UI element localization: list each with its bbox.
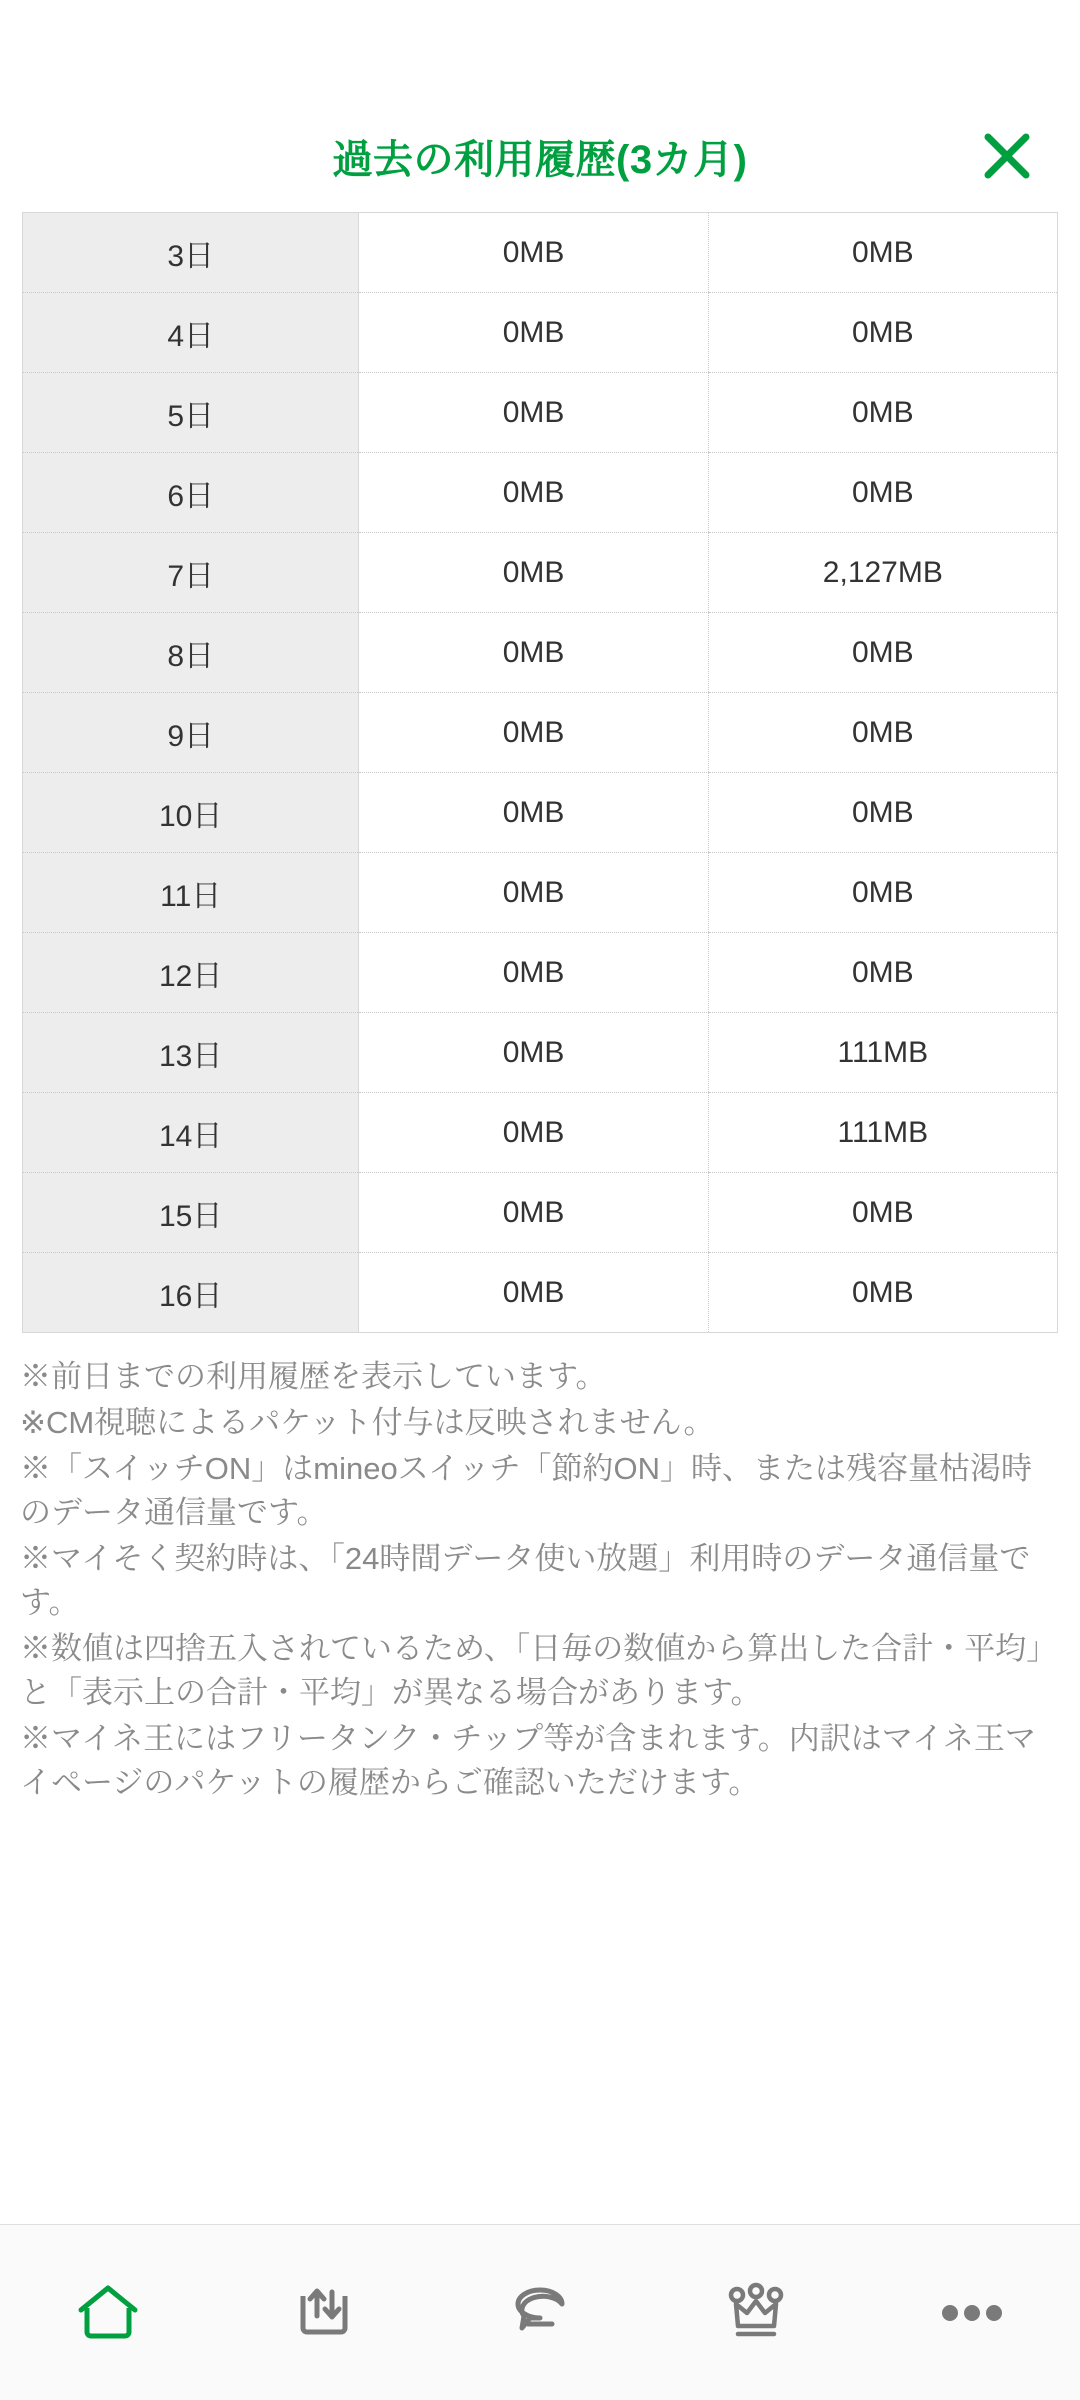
- note-text: ※マイそく契約時は、「24時間データ使い放題」利用時のデータ通信量です。: [20, 1541, 1031, 1621]
- usage-history-table: [22, 212, 1058, 1333]
- cell-day: 11日: [23, 853, 359, 933]
- notes-section: [0, 1333, 1080, 1805]
- table-row: [23, 773, 1058, 853]
- cell-switch-on: 0MB: [359, 1253, 708, 1333]
- cell-switch-on: 0MB: [359, 373, 708, 453]
- nav-item-data-transfer[interactable]: [216, 2225, 432, 2400]
- cell-switch-off: 0MB: [708, 293, 1057, 373]
- more-icon: [939, 2301, 1005, 2325]
- cell-switch-on: 0MB: [359, 773, 708, 853]
- bottom-navigation: [0, 2224, 1080, 2400]
- cell-day: 8日: [23, 613, 359, 693]
- cell-day: 10日: [23, 773, 359, 853]
- cell-switch-off: 0MB: [708, 213, 1057, 293]
- cell-day: 5日: [23, 373, 359, 453]
- status-bar: [0, 0, 1080, 100]
- data-transfer-icon: [293, 2282, 355, 2344]
- cell-day: 15日: [23, 1173, 359, 1253]
- table-row: [23, 533, 1058, 613]
- cell-switch-on: 0MB: [359, 533, 708, 613]
- page-title: 過去の利用履歴(3カ月): [332, 137, 748, 182]
- home-icon: [75, 2282, 141, 2344]
- note-text: ※「スイッチON」はmineoスイッチ「節約ON」時、または残容量枯渇時のデータ通信量です。: [20, 1451, 1032, 1531]
- cell-day: 12日: [23, 933, 359, 1013]
- cell-day: 6日: [23, 453, 359, 533]
- cell-day: 9日: [23, 693, 359, 773]
- table-row: [23, 373, 1058, 453]
- history-scroll-area[interactable]: [0, 212, 1080, 2225]
- chat-icon: [508, 2284, 572, 2342]
- cell-switch-off: 0MB: [708, 933, 1057, 1013]
- cell-day: 7日: [23, 533, 359, 613]
- cell-switch-off: 111MB: [708, 1093, 1057, 1173]
- cell-switch-off: 0MB: [708, 1173, 1057, 1253]
- crown-icon: [724, 2282, 788, 2344]
- table-row: [23, 293, 1058, 373]
- cell-switch-off: 0MB: [708, 613, 1057, 693]
- note-text: ※数値は四捨五入されているため、「日毎の数値から算出した合計・平均」と「表示上の合計・平均」が異なる場合があります。: [20, 1631, 1058, 1711]
- table-row: [23, 213, 1058, 293]
- table-row: [23, 1093, 1058, 1173]
- cell-day: 3日: [23, 213, 359, 293]
- table-row: [23, 853, 1058, 933]
- cell-switch-off: 0MB: [708, 773, 1057, 853]
- cell-switch-on: 0MB: [359, 933, 708, 1013]
- cell-switch-off: 0MB: [708, 373, 1057, 453]
- table-row: [23, 1013, 1058, 1093]
- nav-item-chat[interactable]: [432, 2225, 648, 2400]
- cell-switch-on: 0MB: [359, 1093, 708, 1173]
- cell-switch-on: 0MB: [359, 213, 708, 293]
- usage-table-wrapper: [0, 212, 1080, 1333]
- cell-switch-on: 0MB: [359, 613, 708, 693]
- cell-day: 14日: [23, 1093, 359, 1173]
- table-row: [23, 693, 1058, 773]
- cell-switch-off: 0MB: [708, 453, 1057, 533]
- table-row: [23, 933, 1058, 1013]
- cell-switch-on: 0MB: [359, 1173, 708, 1253]
- cell-switch-on: 0MB: [359, 293, 708, 373]
- table-row: [23, 1253, 1058, 1333]
- cell-switch-off: 0MB: [708, 1253, 1057, 1333]
- cell-switch-off: 0MB: [708, 853, 1057, 933]
- close-icon[interactable]: [980, 129, 1034, 183]
- table-row: [23, 613, 1058, 693]
- cell-switch-on: 0MB: [359, 853, 708, 933]
- note-text: ※CM視聴によるパケット付与は反映されません。: [20, 1405, 715, 1441]
- nav-item-crown[interactable]: [648, 2225, 864, 2400]
- cell-day: 16日: [23, 1253, 359, 1333]
- table-row: [23, 1173, 1058, 1253]
- note-text: ※マイネ王にはフリータンク・チップ等が含まれます。内訳はマイネ王マイページのパケットの履歴からご確認いただけます。: [20, 1721, 1036, 1801]
- cell-switch-on: 0MB: [359, 453, 708, 533]
- cell-switch-off: 0MB: [708, 693, 1057, 773]
- nav-item-more[interactable]: [864, 2225, 1080, 2400]
- cell-day: 13日: [23, 1013, 359, 1093]
- cell-switch-on: 0MB: [359, 693, 708, 773]
- cell-switch-on: 0MB: [359, 1013, 708, 1093]
- page-header: [0, 100, 1080, 213]
- table-row: [23, 453, 1058, 533]
- cell-switch-off: 111MB: [708, 1013, 1057, 1093]
- cell-switch-off: 2,127MB: [708, 533, 1057, 613]
- cell-day: 4日: [23, 293, 359, 373]
- note-text: ※前日までの利用履歴を表示しています。: [20, 1359, 607, 1394]
- nav-item-home[interactable]: [0, 2225, 216, 2400]
